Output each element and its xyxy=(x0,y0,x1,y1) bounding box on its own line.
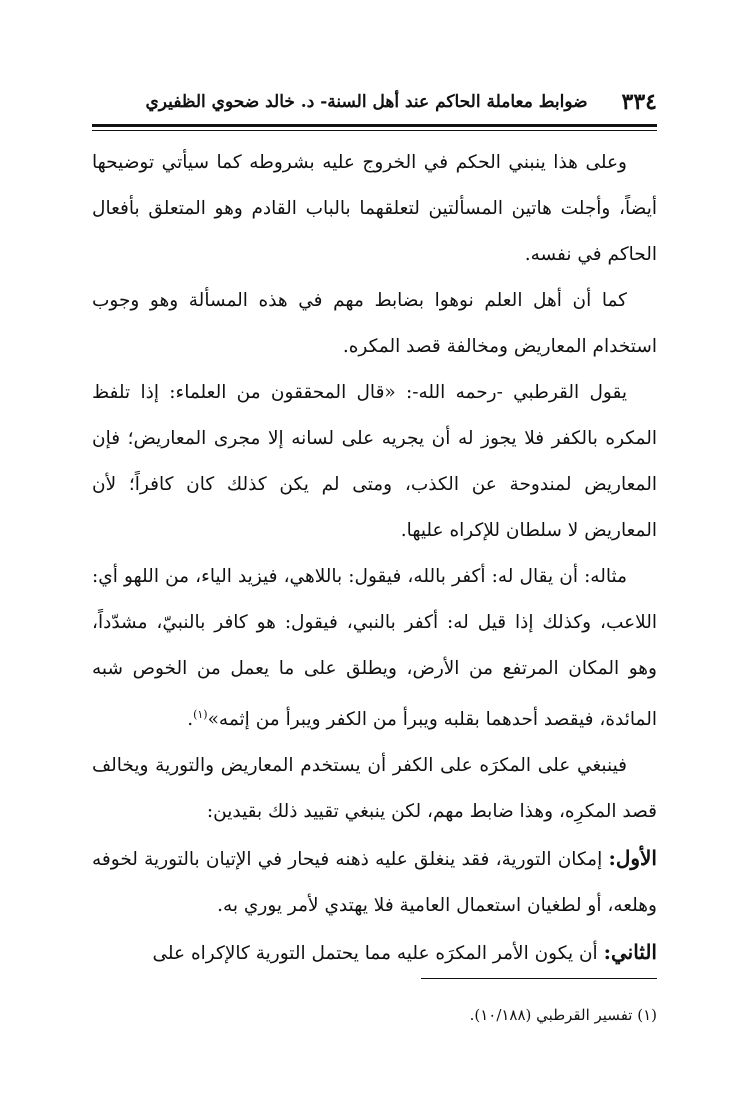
footnote-reference[interactable]: (١) xyxy=(193,708,208,721)
paragraph-tail: . xyxy=(187,709,194,731)
page-number: ٣٣٤ xyxy=(621,89,657,115)
paragraph-text: يقول القرطبي -رحمه الله-: «قال المحققون من العلماء: إذا تلفظ المكره بالكفر فلا يجوز له أن يجريه على لسانه إلا مجرى المعاريض؛ فإن المعاريض لمندوحة عن الكذب، ومتى لم يكن كذلك كان كافراً؛ لأن المعاريض لا سلطان للإكراه عليها. xyxy=(92,382,657,541)
paragraph-text: مثاله: أن يقال له: أكفر بالله، فيقول: باللاهي، فيزيد الياء، من اللهو أي: اللاعب، وكذلك إذا قيل له: أكفر بالنبي، فيقول: هو كافر بالنبيّ، مشدّداً، وهو المكان المرتفع من الأرض، ويطلق على ما يعمل من الخوص شبه المائدة، فيقصد أحدهما بقلبه ويبرأ من الكفر ويبرأ من إثمه» xyxy=(92,566,657,731)
paragraph-lead: الأول: xyxy=(608,846,657,871)
paragraph-second-condition xyxy=(92,929,657,977)
paragraph-lead: الثاني: xyxy=(603,940,657,965)
paragraph-text: وعلى هذا ينبني الحكم في الخروج عليه بشروطه كما سيأتي توضيحها أيضاً، وأجلت هاتين المسألتين لتعلقهما بالباب القادم وهو المتعلق بأفعال الحاكم في نفسه. xyxy=(92,152,657,265)
paragraph-text: إمكان التورية، فقد ينغلق عليه ذهنه فيحار في الإتيان بالتورية لخوفه وهلعه، أو لطغيان استعمال العامية فلا يهتدي لأمر يوري به. xyxy=(92,849,657,917)
paragraph xyxy=(92,743,657,835)
footnote xyxy=(92,1002,657,1028)
paragraph-text: كما أن أهل العلم نوهوا بضابط مهم في هذه المسألة وهو وجوب استخدام المعاريض ومخالفة قصد المكره. xyxy=(92,290,657,357)
header-rule-thin xyxy=(92,130,657,131)
paragraph xyxy=(92,554,657,743)
paragraph xyxy=(92,140,657,278)
page-header xyxy=(92,84,657,120)
header-rule xyxy=(92,124,657,127)
paragraph-first-condition xyxy=(92,835,657,929)
running-title: ضوابط معاملة الحاكم عند أهل السنة- د. خالد ضحوي الظفيري xyxy=(145,92,588,112)
paragraph-text: أن يكون الأمر المكرَه عليه مما يحتمل التورية كالإكراه على xyxy=(152,943,598,965)
paragraph-text: فينبغي على المكرَه على الكفر أن يستخدم المعاريض والتورية ويخالف قصد المكرِه، وهذا ضابط مهم، لكن ينبغي تقييد ذلك بقيدين: xyxy=(92,755,657,823)
footnote-text: (١) تفسير القرطبي (١٠/١٨٨). xyxy=(469,1006,657,1024)
footnote-rule xyxy=(421,978,657,979)
paragraph xyxy=(92,278,657,370)
body-text xyxy=(92,140,657,977)
paragraph xyxy=(92,370,657,554)
